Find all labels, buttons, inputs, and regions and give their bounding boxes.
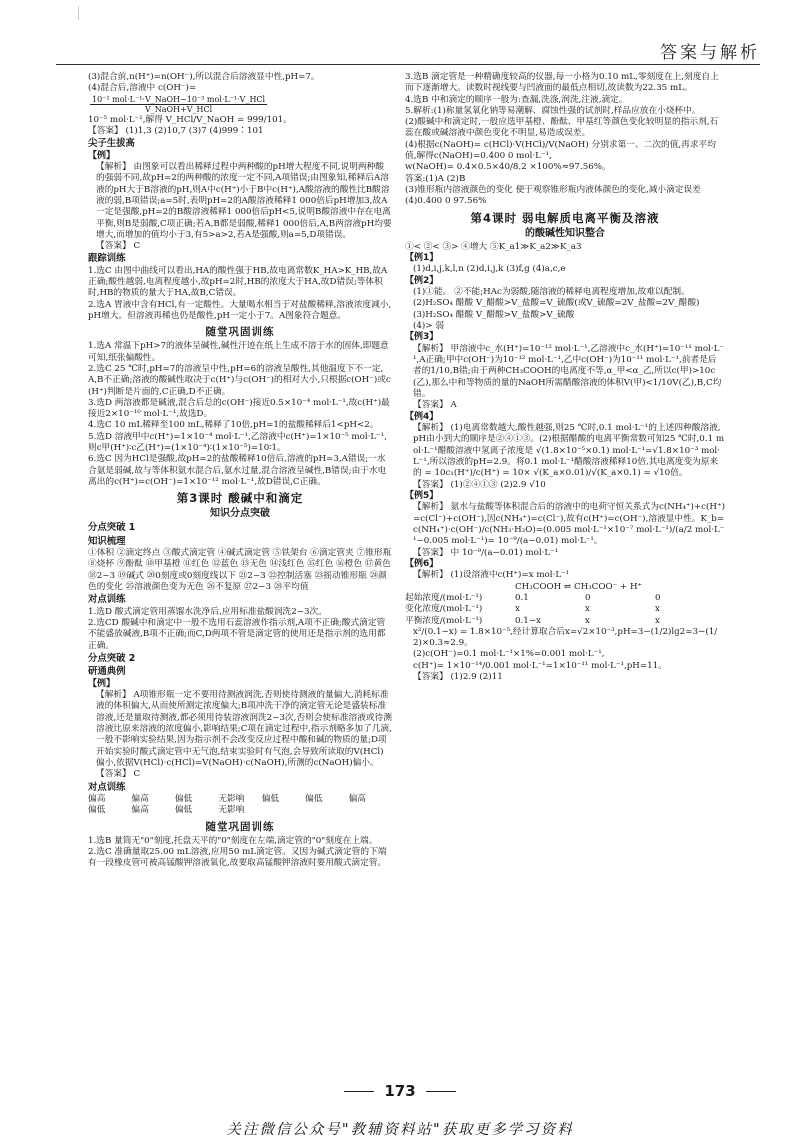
track-item-1: 1.选C 由图中曲线可以看出,HA的酸性强于HB,故电离常数K_HA>K_HB,故A正确;酸性越弱,电离程度越小,故pH=2时,HB的浓度大于HA,故D错误;等体积时,HB的物质的量大于HA,故B,C错误。: [88, 265, 388, 299]
bias-grid: [88, 794, 392, 817]
bias-item: 偏低: [261, 793, 280, 804]
consolidate2-item-2: 2.选C 准确量取25.00 mL溶液,应用50 mL滴定管。又因为碱式滴定管的下端有一段橡皮管可被高锰酸钾溶液氧化,故要取高锰酸钾溶液时要用酸式滴定管。: [88, 846, 387, 869]
answer-1: 【答案】 C: [96, 241, 141, 252]
right-top-9: (4)0.400 0 97.56%: [405, 196, 487, 207]
section-heading-point-2: 分点突破 2: [88, 652, 136, 664]
right-top-7: 答案:(1)A (2)B: [405, 173, 466, 184]
right-top-4: (2)酸碱中和滴定时,一般应选甲基橙、酚酞、甲基红等颜色变化较明显的指示剂,石蕊在酸或碱溶液中颜色变化不明显,易造成误差。: [405, 117, 719, 139]
corner-mark: [56, 6, 79, 20]
consolidate-item-3: 3.选D 两溶液都是碱液,混合后总的c(OH⁻)接近0.5×10⁻⁴ mol·L⁻¹,故c(H⁺)最接近2×10⁻¹⁰ mol·L⁻¹,故选D。: [88, 397, 390, 420]
example-2-line-1: (1)①能。 ②不能;HAc为弱酸,随溶液的稀释电离程度增加,故难以配制。: [413, 287, 690, 298]
page-header: [0, 0, 800, 68]
bias-item: 无影响: [218, 805, 245, 816]
lesson-4-title: 第4课时 弱电解质电离平衡及溶液: [470, 210, 660, 225]
section-heading-point-1: 分点突破 1: [88, 522, 136, 534]
example-6-answer: 【答案】 (1)2.9 (2)11: [413, 672, 503, 683]
example-4-label: 【例4】: [405, 411, 439, 422]
example-4-answer: 【答案】 (1)②④①③ (2)2.9 √10: [413, 479, 546, 490]
example-6-calc-2: (2)c(OH⁻)=0.1 mol·L⁻¹×1%=0.001 mol·L⁻¹,: [413, 649, 605, 660]
bias-item: 偏低: [88, 805, 106, 816]
table-row: 变化浓度/(mol·L⁻¹) x x x: [405, 604, 660, 615]
compare-list: ①< ②< ③> ④增大 ⑤K_a1≫K_a2≫K_a3: [405, 241, 582, 252]
example-6-calc-1: x²/(0.1−x) = 1.8×10⁻⁵,经计算取合后x=√2×10⁻³,pH=3−(1/2)lg2=3−(1/2)×0.3≈2.9。: [413, 626, 718, 649]
analysis-1: 【解析】 由图象可以看出稀释过程中两种酸的pH增大程度不同,说明两种酸的强弱不同,故pH=2的两种酸的浓度一定不同,A项错误;由图象知,稀释后A溶液的pH大于B溶液的pH,则A中c(H⁺)小于B中c(H⁺),A酸溶液的酸性比B酸溶液的弱,B项错误;a=5时,表明pH=2的A酸溶液稀释1 000倍后pH增加3,故A一定是强酸,pH=2的B酸溶液稀释1 000倍后pH<5,说明B酸溶液中存在电离平衡,则B是弱酸,C项正确;若A,B都是弱酸,稀释1 000倍后,A,B两溶液pH均要增大,而增加的值均小于3,有5>a>2,若A是强酸,则a=5,D项错误。: [96, 162, 392, 240]
consolidate-item-6: 6.选C 因为HCl是强酸,故pH=2的盐酸稀释10倍后,溶液的pH=3,A错误;一水合氨是弱碱,故与等体积氨水混合后,氨水过量,混合溶液呈碱性,B错误;由于水电离出的c(H⁺)=c(OH⁻)=1×10⁻¹² mol·L⁻¹,故D错误,C正确。: [88, 454, 387, 487]
answer-2: 【答案】 C: [96, 769, 141, 780]
table-row: 起始浓度/(mol·L⁻¹) 0.1 0 0: [405, 592, 661, 603]
example-1-label: 【例1】: [405, 252, 439, 263]
right-top-1: 3.选B 滴定管是一种精确度较高的仪器,每一小格为0.10 mL,零刻度在上,刻度自上而下逐渐增大。读数时视线要与凹液面的最低点相切,故读数为22.35 mL。: [405, 72, 719, 94]
right-top-2: 4.选B 中和滴定的顺序一般为:查漏,洗涤,润洗,注液,滴定。: [405, 94, 628, 105]
bias-item: 无影响: [218, 793, 245, 804]
example-6-intro: 【解析】 (1)设溶液中c(H⁺)=x mol·L⁻¹: [413, 570, 570, 581]
page-number: 173: [0, 1082, 800, 1100]
example-2-label: 【例2】: [405, 275, 439, 286]
section-heading-consolidate-2: 随堂巩固训练: [205, 820, 275, 833]
consolidate-item-1: 1.选A 常温下pH>7的液体呈碱性,碱性汗迹在纸上生成不溶于水的固体,即题意可知,纸张偏酸性。: [88, 341, 389, 363]
bias-item: 偏低: [174, 793, 193, 804]
hydroxide-fraction: $\frac{\text{10⁻² mol·L⁻¹·V\_NaOH−10⁻³ mol·L⁻¹·V\_HCl}}{\text{V\_NaOH+V\_HCl}}$: [92, 94, 266, 115]
example-3-analysis: 【解析】 甲溶液中c_水(H⁺)=10⁻¹² mol·L⁻¹,乙溶液中c_水(H⁺)=10⁻¹¹ mol·L⁻¹,A正确;甲中c(OH⁻)为10⁻¹² mol·L⁻¹,乙中c(OH⁻)为10⁻¹¹ mol·L⁻¹,前者是后者的1/10,B错;由于两种CH₃COOH的电离度不等,α_甲<α_乙,所以c(甲)>10c(乙),那么中和等物质的量的NaOH所需醋酸溶液的体积V(甲)<1/10V(乙),B,C均错。: [413, 343, 724, 400]
example-label: 【例】: [88, 150, 116, 161]
example-3-answer: 【答案】 A: [413, 400, 457, 411]
section-heading-drill-1: 对点训练: [88, 594, 126, 606]
analysis-2: 【解析】 A项锥形瓶一定不要用待测液润洗,否则使待测液的量偏大,消耗标准液的体积偏大,从而使所测定浓度偏大;B项冲洗干净的滴定管无论是盛装标准溶液,还是量取待测液,都必须用待装溶液润洗2~3次,否则会使标准溶液或待测溶液比原来溶液的浓度偏小,影响结果;C项在滴定过程中,指示剂略多加了几滴,一般不影响实验结果,因为指示剂不会改变反应过程中酸和碱的物质的量;D项开始实验时酸式滴定管中无气泡,结束实验时有气泡,会导致所读取的V(HCl)偏小,依据V(HCl)·c(HCl)=V(NaOH)·c(NaOH),所测的c(NaOH)偏小。: [96, 690, 392, 768]
lesson-3-title: 第3课时 酸碱中和滴定: [176, 491, 304, 506]
consolidate-item-4: 4.选C 10 mL稀释至100 mL,稀释了10倍,pH=1的盐酸稀释后1<pH<2。: [88, 420, 379, 431]
consolidate-item-5: 5.选D 溶液甲中c(H⁺)=1×10⁻⁴ mol·L⁻¹,乙溶液中c(H⁺)=1×10⁻⁵ mol·L⁻¹,则c甲(H⁺)∶c乙(H⁺)=(1×10⁻⁴)∶(1×10⁻⁵)=10∶1。: [88, 431, 387, 454]
drill-item-1: 1.选D 酸式滴定管用蒸馏水洗净后,应用标准盐酸润洗2~3次。: [88, 606, 327, 617]
consolidate-item-2: 2.选C 25 ℃时,pH=7的溶液呈中性,pH=6的溶液呈酸性,其他温度下不一定,A,B不正确;溶液的酸碱性取决于c(H⁺)与c(OH⁻)的相对大小,只根据c(OH⁻)或c(H⁺)判断是片面的,C正确,D不正确。: [88, 363, 391, 397]
right-top-5: (4)根据c(NaOH)= c(HCl)·V(HCl)/V(NaOH) 分别求第一、二次的值,再求平均值,解得c(NaOH)=0.400 0 mol·L⁻¹,: [405, 139, 716, 162]
header-rule: [56, 64, 760, 65]
table-row: 平衡浓度/(mol·L⁻¹) 0.1−x x x: [405, 615, 660, 626]
intro-answer: 【答案】 (1)1,3 (2)10,7 (3)7 (4)999∶101: [88, 125, 264, 136]
lesson-4-subtitle: 的酸碱性知识整合: [525, 227, 605, 239]
page-dash-right: [426, 1091, 456, 1092]
knowledge-list: ①体积 ②滴定终点 ③酸式滴定管 ④碱式滴定管 ⑤铁架台 ⑥滴定管夹 ⑦锥形瓶 ⑧烧杯 ⑨酚酞 ⑩甲基橙 ⑪红色 ⑫蓝色 ⑬无色 ⑭浅红色 ⑮红色 ⑯橙色 ⑰黄色 ⑱2~3 ⑲碱式 ⑳0刻度或0刻度线以下 ㉑2~3 ㉒控制活塞 ㉓摇动锥形瓶 ㉔颜色的变化 ㉕溶液颜色变为无色 ㉖不复原 ㉗2~3 ㉘平均值: [88, 548, 395, 592]
section-heading-tracking: 跟踪训练: [88, 253, 126, 265]
example-1-answer: (1)d,i,j,k,l,n (2)d,i,j,k (3)f,g (4)a,c,e: [413, 264, 566, 275]
example-5-analysis: 【解析】 氨水与盐酸等体积混合后的溶液中的电荷守恒关系式为c(NH₄⁺)+c(H⁺)=c(Cl⁻)+c(OH⁻),因c(NH₄⁺)=c(Cl⁻),故有c(H⁺)=c(OH⁻),溶液显中性。K_b=c(NH₄⁺)·c(OH⁻)/c(NH₃·H₂O)=(0.005 mol·L⁻¹×10⁻⁷ mol·L⁻¹)/(a/2 mol·L⁻¹−0.005 mol·L⁻¹)= 10⁻⁹/(a−0.01) mol·L⁻¹。: [413, 502, 725, 547]
left-column: [88, 72, 395, 1082]
example-5-label: 【例5】: [405, 490, 439, 501]
right-top-6: w(NaOH)= 0.4×0.5×40/8.2 ×100%≈97.56%。: [405, 162, 611, 173]
example-2-line-2: (2)H₂SO₄ 醋酸 V_醋酸>V_盐酸=V_硫酸(或V_硫酸=2V_盐酸=2V_醋酸): [413, 298, 700, 309]
right-column: [405, 72, 725, 1082]
drill-item-2: 2.选CD 酸碱中和滴定中一般不选用石蕊溶液作指示剂,A项不正确;酸式滴定管不能盛放碱液,B项不正确;而C,D两项不管是滴定管的使用还是指示剂的选用都正确。: [88, 617, 386, 651]
intro-line-1: (3)混合前,n(H⁺)=n(OH⁻),所以混合后溶液显中性,pH=7。: [88, 72, 320, 82]
section-heading-drill-2: 对点训练: [88, 781, 126, 793]
bias-item: 偏低: [305, 793, 323, 804]
bias-item: 偏低: [174, 805, 193, 816]
bias-item: 偏高: [348, 793, 366, 804]
bias-item: 偏高: [131, 805, 149, 816]
example-2-line-3: (3)H₂SO₄ 醋酸 V_醋酸>V_盐酸>V_硫酸: [413, 309, 575, 320]
example-5-answer: 【答案】 中 10⁻⁹/(a−0.01) mol·L⁻¹: [413, 547, 559, 558]
example-6-label: 【例6】: [405, 558, 439, 569]
section-heading-consolidate: 随堂巩固训练: [205, 326, 275, 339]
example-6-calc-3: c(H⁺)= 1×10⁻¹⁴/0.001 mol·L⁻¹=1×10⁻¹¹ mol·L⁻¹,pH=11。: [413, 660, 667, 671]
section-heading-typical: 研通典例: [88, 666, 126, 678]
section-heading-knowledge: 知识梳理: [88, 535, 126, 547]
right-top-8: (3)锥形瓶内溶液颜色的变化 便于观察锥形瓶内液体颜色的变化,减小滴定误差: [405, 184, 701, 195]
track-item-2: 2.选A 胃液中含有HCl,有一定酸性。大量喝水相当于对盐酸稀释,溶液浓度减小,pH增大。但溶液再稀也仍是酸性,pH一定小于7。A图象符合题意。: [88, 299, 392, 322]
intro-line-5: 10⁻⁵ mol·L⁻¹,解得 V_HCl/V_NaOH = 999/101。: [88, 114, 292, 125]
right-top-3: 5.解析:(1)称量氢氧化钠等易潮解、腐蚀性强的试剂时,样品应放在小烧杯中。: [405, 105, 701, 116]
consolidate2-item-1: 1.选B 量筒无"0"刻度,托盘天平的"0"刻度在左端,滴定管的"0"刻度在上端。: [88, 835, 378, 846]
example-2-line-4: (4)> 弱: [413, 321, 445, 332]
footer-note: 关注微信公众号"教辅资料站"获取更多学习资料: [226, 1122, 574, 1138]
bias-item: 偏高: [88, 793, 106, 804]
equilibrium-table: [405, 593, 725, 627]
example-6-equation: CH₃COOH ⇌ CH₃COO⁻ + H⁺: [515, 581, 643, 592]
example-4-analysis: 【解析】 (1)电离常数越大,酸性越强,则25 ℃时,0.1 mol·L⁻¹的上述四种酸溶液,pH由小到大的顺序是②④①③。(2)根据醋酸的电离平衡常数可知25 ℃时,0.1 mol·L⁻¹醋酸溶液中氢离子浓度是 √(1.8×10⁻⁵×0.1) mol·L⁻¹=√1.8×10⁻³ mol·L⁻¹,所以溶液的pH=2.9。将0.1 mol·L⁻¹醋酸溶液稀释10倍,其电离度变为原来的 = 10c₁(H⁺)/c(H⁺) = 10× √(K_a×0.01)/√(K_a×0.1) = √10倍。: [413, 423, 725, 479]
example-label-2: 【例】: [88, 678, 116, 689]
example-3-label: 【例3】: [405, 332, 439, 343]
section-heading-top-student: 尖子生拔高: [88, 138, 135, 150]
intro-fraction: [88, 95, 392, 115]
lesson-3-subtitle: 知识分点突破: [210, 508, 270, 520]
page-dash-left: [344, 1091, 374, 1092]
bias-item: 偏高: [131, 793, 149, 804]
header-title: 答案与解析: [660, 43, 760, 63]
intro-line-2: (4)混合后,溶液中 c(OH⁻)=: [88, 83, 197, 94]
